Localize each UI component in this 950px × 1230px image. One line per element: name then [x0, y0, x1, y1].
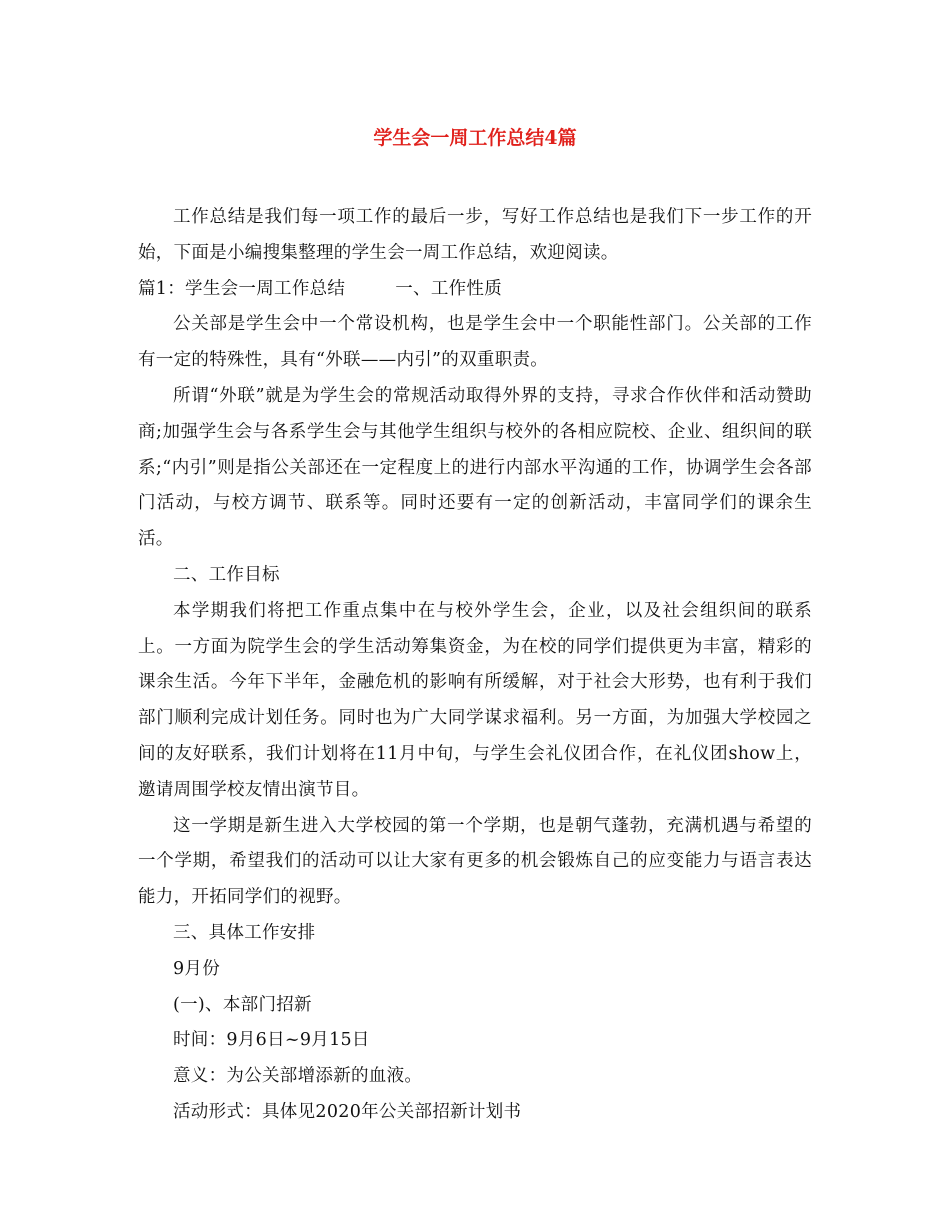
document-title: 学生会一周工作总结4篇 [373, 127, 577, 149]
intro-paragraph: 工作总结是我们每一项工作的最后一步，写好工作总结也是我们下一步工作的开始，下面是小编搜集整理的学生会一周工作总结，欢迎阅读。 [138, 207, 812, 263]
document-body [138, 200, 812, 1131]
item-title-recruitment: (一)、本部门招新 [173, 994, 312, 1015]
item-time: 时间：9月6日~9月15日 [173, 1030, 370, 1051]
paragraph-nature: 公关部是学生会中一个常设机构，也是学生会中一个职能性部门。公关部的工作有一定的特殊性，具有“外联——内引”的双重职责。 [138, 314, 812, 371]
paragraph-goals-2: 这一学期是新生进入大学校园的第一个学期，也是朝气蓬勃，充满机遇与希望的一个学期，希望我们的活动可以让大家有更多的机会锻炼自己的应变能力与语言表达能力，开拓同学们的视野。 [138, 815, 812, 908]
article-label: 篇1：学生会一周工作总结 [138, 278, 346, 299]
paragraph-goals-1: 本学期我们将把工作重点集中在与校外学生会，企业，以及社会组织间的联系上。一方面为院学生会的学生活动筹集资金，为在校的同学们提供更为丰富，精彩的课余生活。今年下半年，金融危机的影响有所缓解，对于社会大形势，也有利于我们部门顺利完成计划任务。同时也为广大同学谋求福利。另一方面，为加强大学校园之间的友好联系，我们计划将在11月中旬，与学生会礼仪团合作，在礼仪团show上，邀请周围学校友情出演节目。 [138, 600, 812, 800]
paragraph-outreach: 所谓“外联”就是为学生会的常规活动取得外界的支持，寻求合作伙伴和活动赞助商;加强学生会与各系学生会与其他学生组织与校外的各相应院校、企业、组织间的联系;“内引”则是指公关部还在一定程度上的进行内部水平沟通的工作，协调学生会各部门活动，与校方调节、联系等。同时还要有一定的创新活动，丰富同学们的课余生活。 [138, 385, 812, 550]
section-heading-goals: 二、工作目标 [173, 564, 280, 585]
article-heading-line [138, 272, 812, 308]
section-heading-arrangement: 三、具体工作安排 [173, 922, 316, 943]
item-form: 活动形式：具体见2020年公关部招新计划书 [173, 1101, 522, 1122]
section-heading-nature: 一、工作性质 [395, 278, 503, 299]
month-label: 9月份 [173, 958, 221, 979]
item-meaning: 意义：为公关部增添新的血液。 [173, 1066, 423, 1087]
